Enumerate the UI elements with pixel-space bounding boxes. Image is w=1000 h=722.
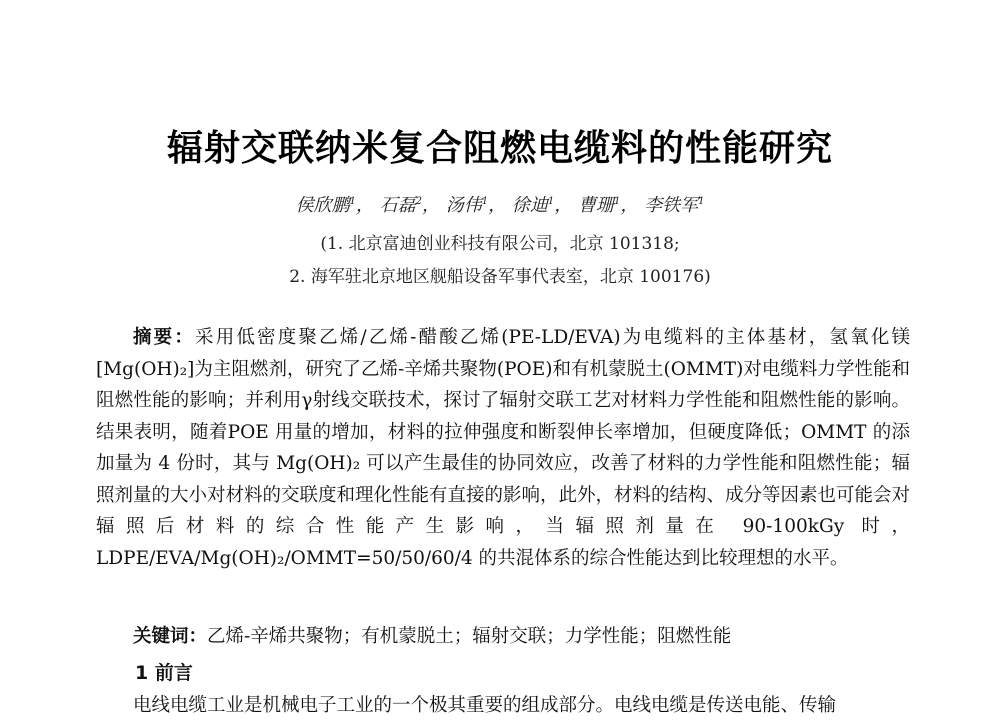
abstract-text: 采用低密度聚乙烯/乙烯-醋酸乙烯(PE-LD/EVA)为电缆料的主体基材，氢氧化镁[Mg(OH)₂]为主阻燃剂，研究了乙烯-辛烯共聚物(POE)和有机蒙脱土(OMMT)对电缆料力学性能和阻燃性能的影响；并利用γ射线交联技术，探讨了辐射交联工艺对材料力学性能和阻燃性能的影响。结果表明，随着POE 用量的增加，材料的拉伸强度和断裂伸长率增加，但硬度降低；OMMT 的添加量为 4 份时，其与 Mg(OH)₂ 可以产生最佳的协同效应，改善了材料的力学性能和阻燃性能；辐照剂量的大小对材料的交联度和理化性能有直接的影响，此外，材料的结构、成分等因素也可能会对辐照后材料的综合性能产生影响，当辐照剂量在 90-100kGy 时，LDPE/EVA/Mg(OH)₂/OMMT=50/50/60/4 的共混体系的综合性能达到比较理想的水平。 [96, 327, 911, 569]
keywords-text: 乙烯-辛烯共聚物；有机蒙脱土；辐射交联；力学性能；阻燃性能 [207, 626, 732, 647]
author-list: 侯欣鹏$^1$， 石磊$^2$， 汤伟$^1$， 徐迪$^1$， 曹珊$^1$， 李铁军$^1$ [295, 195, 705, 216]
intro-paragraph: 电线电缆工业是机械电子工业的一个极其重要的组成部分。电线电缆是传送电能、传输 [133, 695, 837, 716]
author-affiliation-mark: 1 [698, 196, 705, 207]
author-name: 侯欣鹏 [295, 195, 350, 216]
author-name: 石磊 [379, 195, 416, 216]
paper-title: 辐射交联纳米复合阻燃电缆料的性能研究 [166, 128, 833, 169]
author-affiliation-mark: 1 [481, 196, 489, 207]
section-heading: 1 前言 [135, 662, 193, 684]
author-name: 曹珊 [577, 195, 614, 216]
author-affiliation-mark: 1 [613, 196, 621, 207]
author-affiliation-mark: 1 [547, 196, 555, 207]
abstract [96, 322, 910, 574]
keywords [96, 622, 910, 648]
author-name: 徐迪 [511, 195, 548, 216]
affiliation-2: 2. 海军驻北京地区舰船设备军事代表室，北京 100176) [289, 267, 711, 287]
author-affiliation-mark: 2 [415, 196, 423, 207]
keywords-label: 关键词： [133, 626, 208, 647]
author-name: 汤伟 [445, 195, 482, 216]
author-name: 李铁军 [644, 195, 699, 216]
affiliation-1: (1. 北京富迪创业科技有限公司，北京 101318; [320, 234, 680, 254]
abstract-label: 摘要： [133, 327, 196, 348]
author-affiliation-mark: 1 [349, 196, 356, 207]
